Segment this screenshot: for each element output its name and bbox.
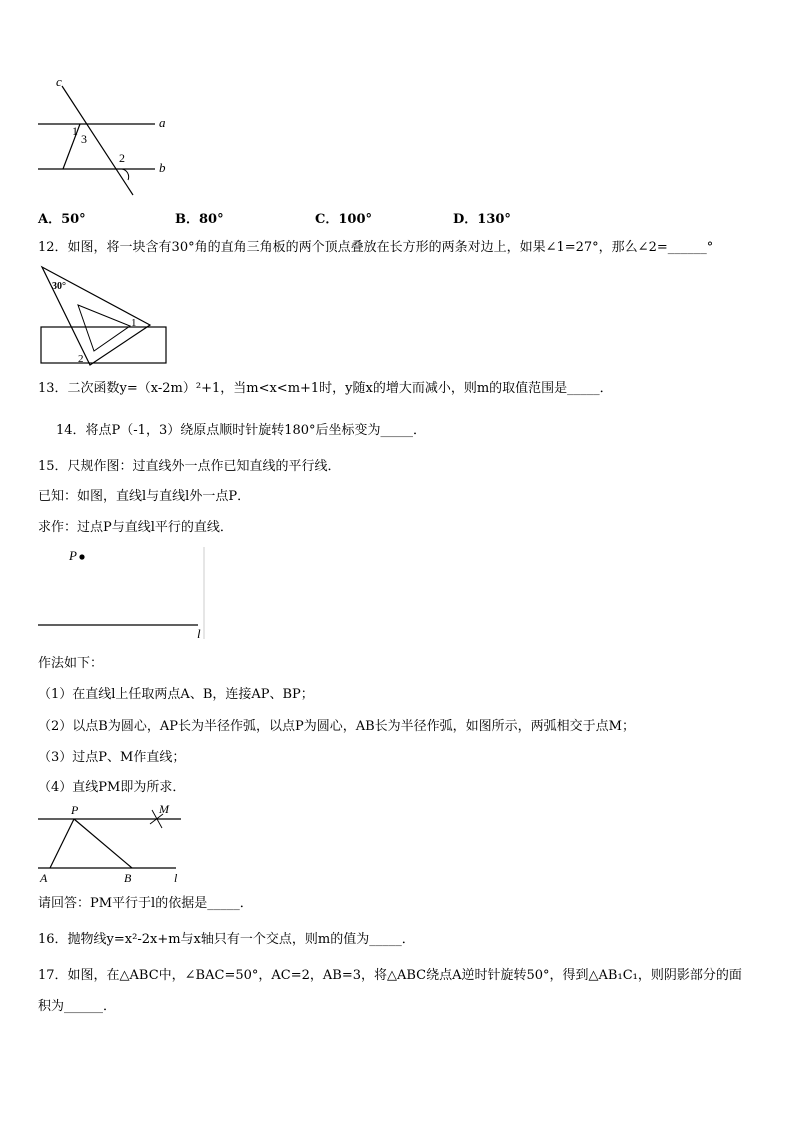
point-p (79, 554, 84, 559)
q15-ask: 求作：过点P与直线l平行的直线． (38, 520, 233, 535)
q12-text: 12．如图，将一块含有30°角的直角三角板的两个顶点叠放在长方形的两条对边上，如果∠1=27°，那么∠2=______° (38, 240, 714, 255)
q11-option-b[interactable]: B．80° (175, 212, 224, 227)
q12-figure (38, 263, 173, 368)
q15-title: 15．尺规作图：过直线外一点作已知直线的平行线． (38, 459, 341, 474)
q15-known: 已知：如图，直线l与直线l外一点P． (38, 489, 251, 504)
label-p: P (69, 548, 77, 563)
label-30: 30° (52, 281, 66, 292)
label-b: b (159, 160, 166, 175)
label-c: c (56, 74, 62, 89)
q11-option-c[interactable]: C．100° (315, 212, 372, 227)
q11-option-d[interactable]: D．130° (453, 212, 511, 227)
q15-figure-2 (36, 802, 186, 890)
q17-line-1: 17．如图，在△ABC中，∠BAC=50°，AC=2，AB=3，将△ABC绕点A逆时针旋转50°，得到△AB₁C₁，则阴影部分的面 (38, 968, 742, 983)
q15-step-1: （1）在直线l上任取两点A、B，连接AP、BP； (38, 687, 314, 702)
q15-step-2: （2）以点B为圆心，AP长为半径作弧，以点P为圆心，AB长为半径作弧，如图所示，两弧相交于点M； (38, 719, 635, 734)
q16-text: 16．抛物线y=x²-2x+m与x轴只有一个交点，则m的值为_____． (38, 932, 415, 947)
q15-step-4: （4）直线PM即为所求． (38, 780, 186, 795)
label-l: l (174, 871, 178, 885)
label-a: a (159, 115, 166, 130)
q15-step-3: （3）过点P、M作直线； (38, 750, 186, 765)
label-a: A (40, 871, 48, 885)
label-2: 2 (119, 151, 125, 165)
q13-text: 13．二次函数y=（x-2m）²+1，当m<x<m+1时，y随x的增大而减小，则m的取值范围是_____． (38, 381, 613, 396)
segment-bp (74, 819, 132, 868)
label-2: 2 (78, 353, 84, 365)
label-3: 3 (81, 132, 87, 146)
label-p: P (71, 803, 79, 817)
label-1: 1 (72, 124, 78, 138)
label-b: B (124, 871, 132, 885)
segment-ap (50, 819, 74, 868)
label-1: 1 (131, 317, 137, 329)
q11-option-a[interactable]: A．50° (38, 212, 86, 227)
angle-arc-2 (122, 169, 129, 180)
q17-line-2: 积为______． (38, 999, 117, 1014)
q15-method-title: 作法如下： (38, 656, 104, 671)
label-m: M (159, 802, 169, 816)
q15-figure-1 (36, 545, 211, 645)
line-c (62, 86, 133, 195)
q11-figure (30, 72, 180, 202)
q14-text: 14．将点P（-1，3）绕原点顺时针旋转180°后坐标变为_____． (56, 423, 427, 438)
label-l: l (197, 626, 201, 641)
q15-answer-prompt: 请回答：PM平行于l的依据是_____． (38, 896, 253, 911)
